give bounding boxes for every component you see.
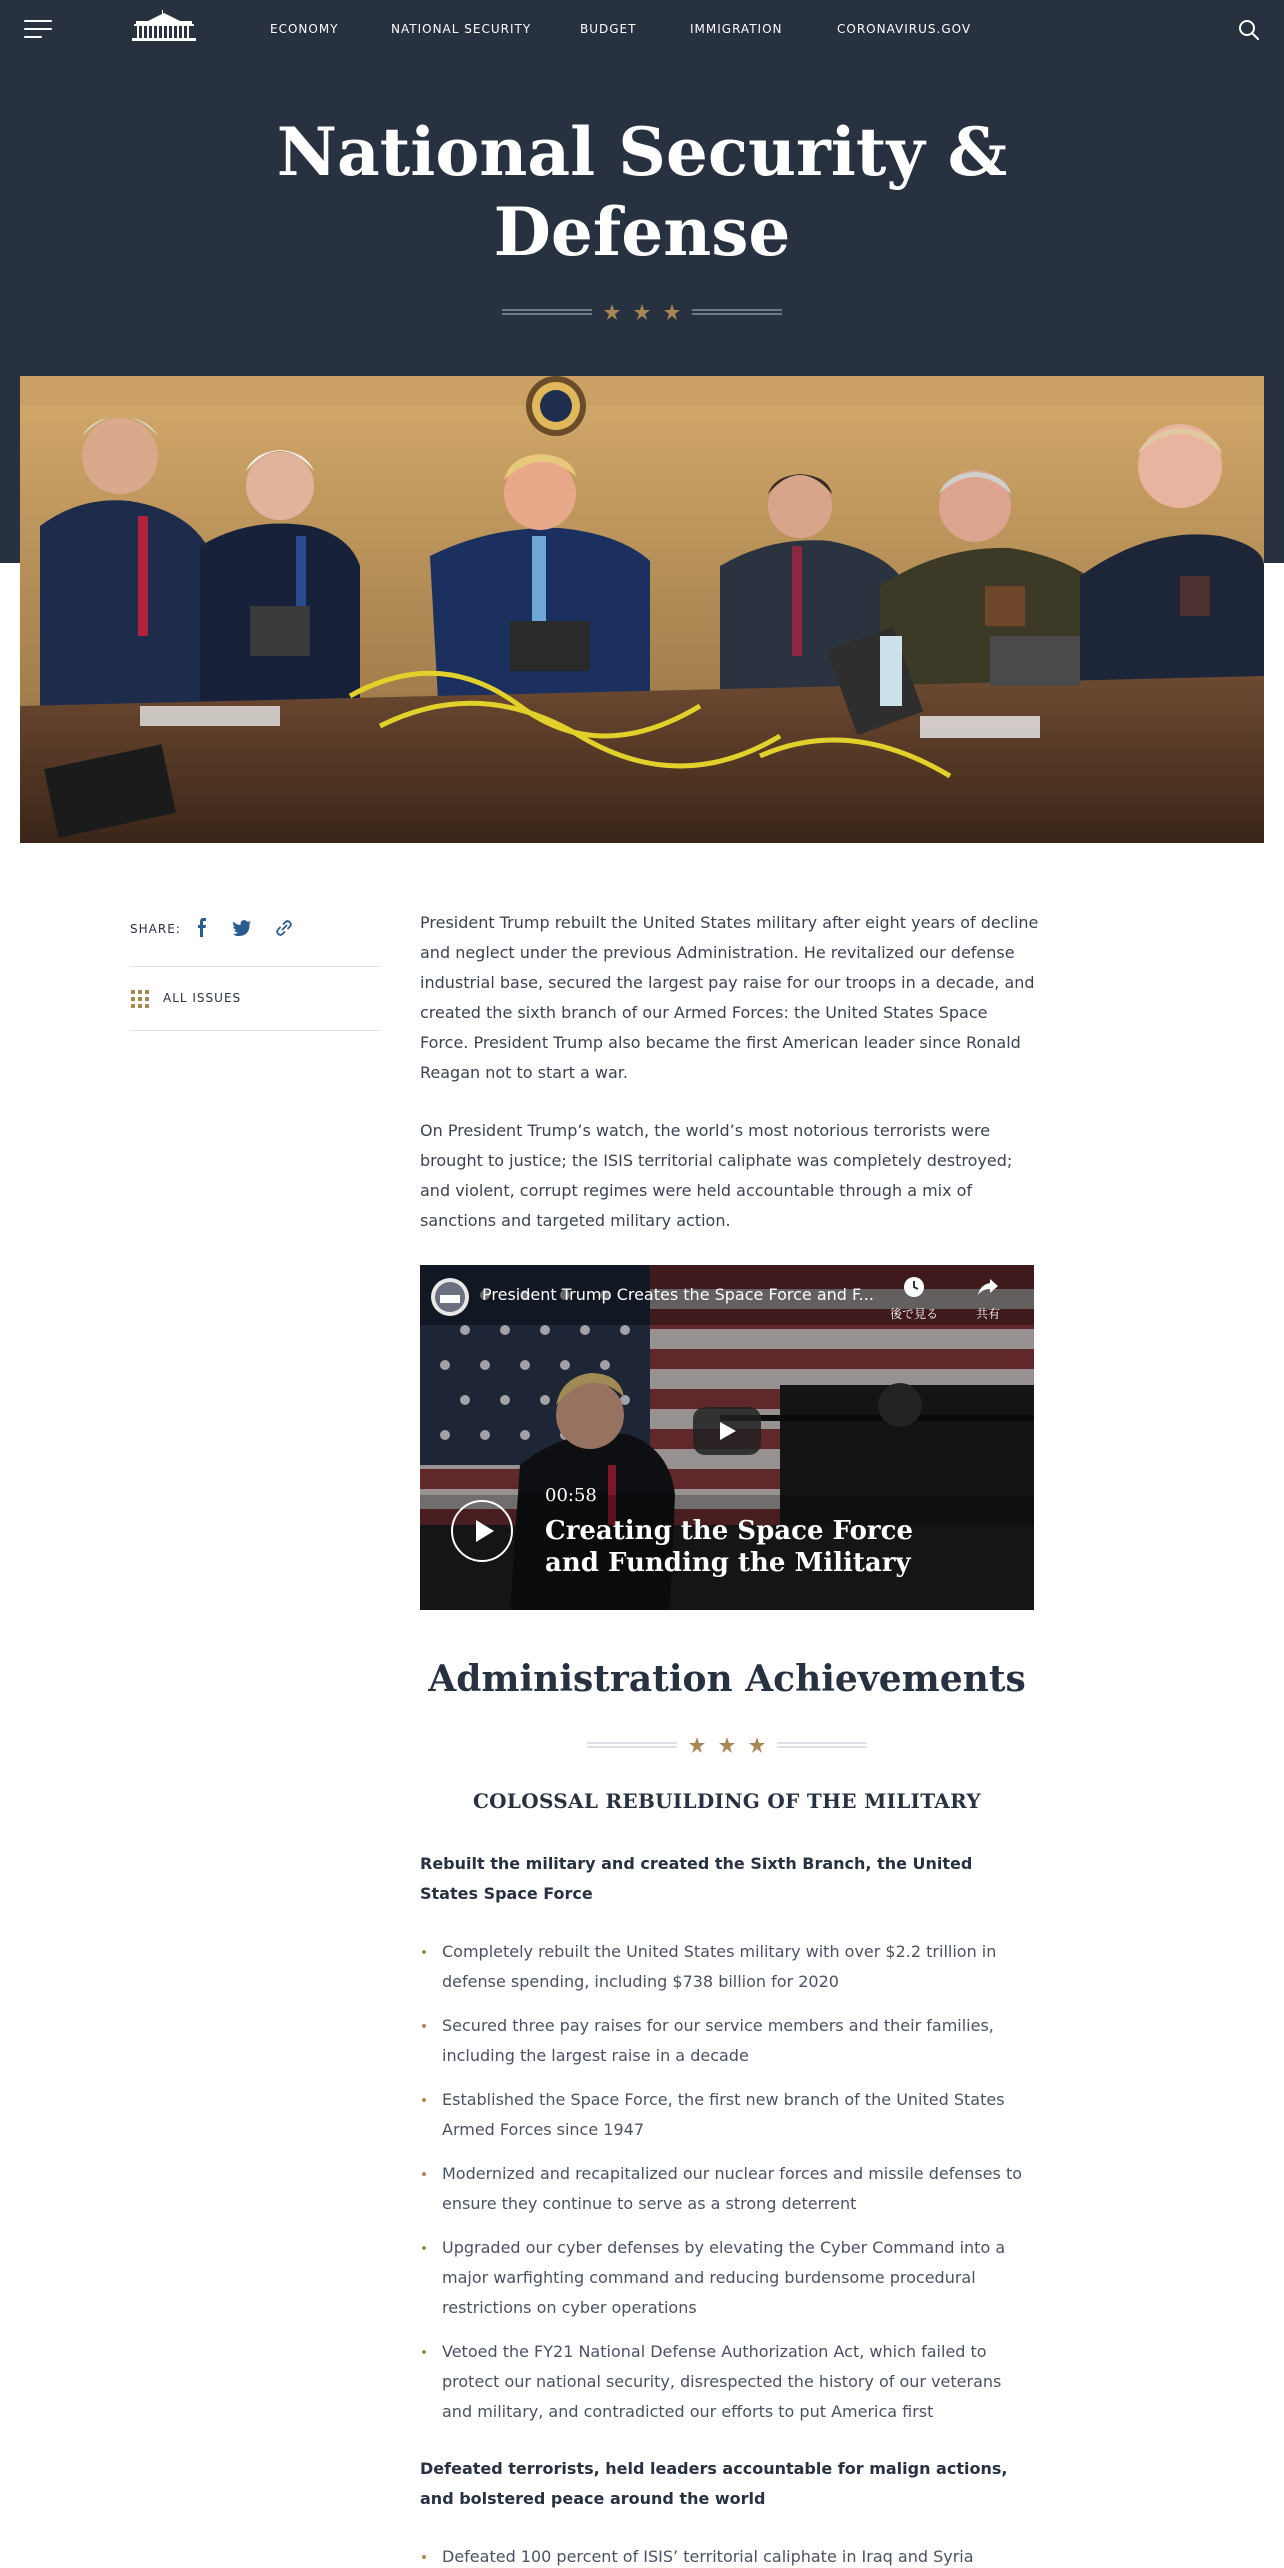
twitter-icon[interactable] [232, 917, 252, 939]
nav-link-economy[interactable]: ECONOMY [270, 22, 339, 36]
nav-link-national-security[interactable]: NATIONAL SECURITY [391, 22, 532, 36]
page-title [0, 112, 1284, 272]
intro-paragraph-1: President Trump rebuilt the United States military after eight years of decline and neglect under the previous Administration. He revitalized our defense industrial base, secured the largest pay raise for our troops in a decade, and created the sixth branch of our Armed Forces: the United States Space Force. President Trump also became the first American leader since Ronald Reagan not to start a war. [420, 913, 1039, 1082]
achievement-bullet: Defeated 100 percent of ISIS’ territorial caliphate in Iraq and Syria [420, 2542, 1034, 2568]
facebook-icon[interactable] [192, 917, 212, 939]
watch-later-label[interactable]: 後で見る [889, 1307, 938, 1321]
achievement-bullet: Established the Space Force, the first new branch of the United States Armed Forces since 1947 [420, 2085, 1034, 2145]
nav-link-immigration[interactable]: IMMIGRATION [690, 22, 783, 36]
achievement-bullet: Completely rebuilt the United States military with over $2.2 trillion in defense spending, including $738 billion for 2020 [420, 1937, 1034, 1997]
section-title: Administration Achievements [428, 1658, 1026, 1700]
video-duration: 00:58 [545, 1485, 597, 1506]
share-label: SHARE: [130, 922, 181, 936]
play-button-icon[interactable] [693, 1407, 761, 1455]
title-divider [0, 300, 1284, 324]
link-icon[interactable] [274, 917, 294, 939]
menu-icon[interactable] [24, 20, 54, 40]
share-arrow-icon[interactable] [976, 1275, 1000, 1299]
achievement-bullet: Modernized and recapitalized our nuclear forces and missile defenses to ensure they continue to serve as a strong deterrent [420, 2159, 1034, 2219]
all-issues-label: ALL ISSUES [163, 991, 242, 1005]
nav-link-coronavirus[interactable]: CORONAVIRUS.GOV [837, 22, 972, 36]
sidebar-divider [130, 1030, 380, 1031]
play-circle-icon[interactable] [450, 1499, 514, 1563]
white-house-logo[interactable] [128, 10, 200, 44]
star-icons [604, 304, 680, 320]
top-nav [0, 0, 1284, 60]
sidebar-divider [130, 966, 380, 967]
achievement-bullet: Upgraded our cyber defenses by elevating the Cyber Command into a major warfighting command and reducing burdensome procedural restrictions on cyber operations [420, 2233, 1034, 2323]
video-title[interactable]: President Trump Creates the Space Force and F... [482, 1285, 874, 1304]
all-issues-link[interactable] [130, 988, 380, 1010]
clock-icon[interactable] [902, 1275, 926, 1299]
video-player[interactable] [420, 1265, 1034, 1610]
achievement-bullet: Secured three pay raises for our service members and their families, including the largest raise in a decade [420, 2011, 1034, 2071]
intro-paragraph-2: On President Trump’s watch, the world’s most notorious terrorists were brought to justice; the ISIS territorial caliphate was completely destroyed; and violent, corrupt regimes were held accountable through a mix of sanctions and targeted military action. [420, 1121, 1013, 1230]
section-divider [0, 1733, 1284, 1757]
nav-link-budget[interactable]: BUDGET [580, 22, 637, 36]
subsection-title: COLOSSAL REBUILDING OF THE MILITARY [472, 1789, 982, 1813]
channel-avatar[interactable] [430, 1277, 470, 1317]
search-icon[interactable] [1238, 19, 1260, 41]
grid-icon [130, 989, 150, 1009]
hero-photo [20, 376, 1264, 843]
achievement-lead-2: Defeated terrorists, held leaders accountable for malign actions, and bolstered peace around the world [420, 2459, 1008, 2508]
page-title-line1: National Security & [276, 113, 1008, 191]
achievement-lead-1: Rebuilt the military and created the Sixth Branch, the United States Space Force [420, 1854, 973, 1903]
video-caption: Creating the Space Force and Funding the Military [545, 1516, 913, 1578]
achievement-bullet: Vetoed the FY21 National Defense Authorization Act, which failed to protect our national security, disrespected the history of our veterans and military, and contradicted our efforts to put America first [420, 2337, 1034, 2427]
page-title-line2: Defense [493, 193, 791, 271]
star-icons [689, 1737, 765, 1753]
share-label-video[interactable]: 共有 [975, 1307, 1000, 1321]
